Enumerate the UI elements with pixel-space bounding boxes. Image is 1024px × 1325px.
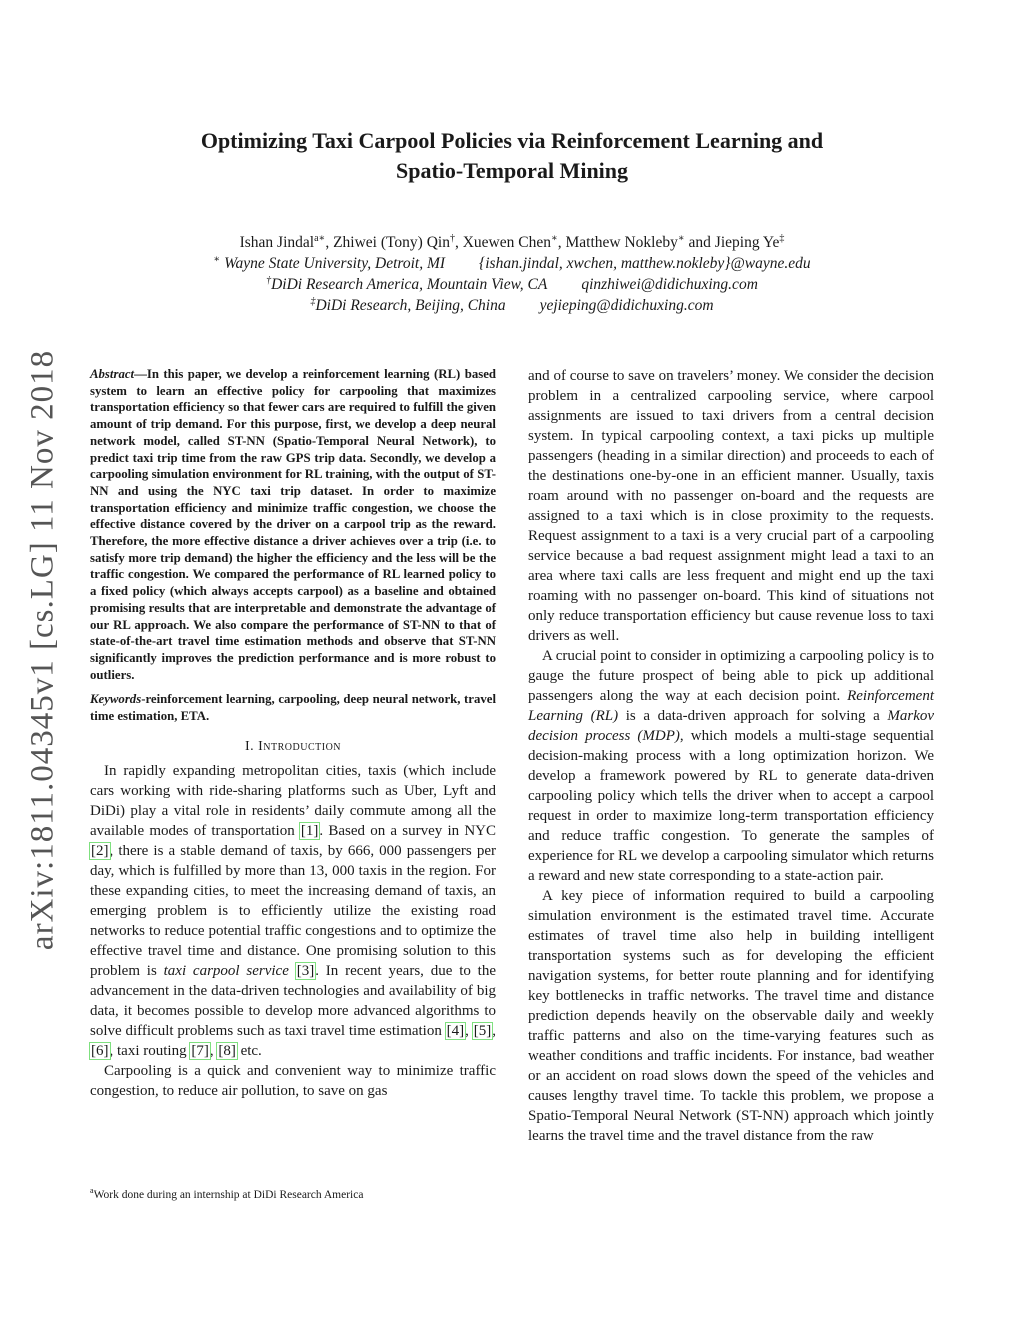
paper-title-line-2: Spatio-Temporal Mining	[395, 158, 629, 183]
abstract	[90, 366, 496, 683]
citation-link[interactable]: [4]	[446, 1022, 465, 1039]
footnote	[90, 1188, 496, 1202]
author-block	[120, 232, 904, 316]
citation-link[interactable]: [3]	[296, 962, 315, 979]
citation-link[interactable]: [2]	[91, 842, 109, 859]
citation-link[interactable]: [6]	[91, 1042, 109, 1059]
section-heading	[90, 737, 496, 757]
text-run	[289, 963, 296, 979]
affiliation-email: {ishan.jindal, xwchen, matthew.nokleby}@wayne.edu	[479, 255, 811, 272]
affiliation-email: qinzhiwei@didichuxing.com	[581, 276, 758, 293]
emphasis-run: taxi carpool service	[163, 962, 289, 979]
text-run: ,	[492, 1022, 496, 1039]
arxiv-identifier: arXiv:1811.04345v1 [cs.LG] 11 Nov 2018	[24, 349, 61, 951]
author-name: Ishan Jindal	[239, 234, 315, 251]
text-run: , taxi routing	[109, 1042, 191, 1059]
footnote-text: Work done during an internship at DiDi Research America	[93, 1189, 364, 1201]
keywords-lead: Keywords	[90, 692, 142, 707]
abstract-text: In this paper, we develop a reinforcement learning (RL) based system to learn an effective policy for carpooling that maximizes transportation efficiency so that fewer cars are required to fulfill the given amount of trip demand. For this purpose, first, we develop a deep neural network model, called ST-NN (Spatio-Temporal Neural Network), to predict taxi trip time from the raw GPS trip data. Secondly, we develop a carpooling simulation environment for RL training, with the output of ST-NN and using the NYC taxi trip dataset. In order to maximize transportation efficiency and minimize traffic congestion, we choose the effective distance covered by the driver on a carpool trip as the reward. Therefore, the more effective distance a driver achieves over a trip (i.e. to satisfy more trip demand) the higher the efficiency and the less will be the traffic congestion. We compared the performance of RL learned policy to a fixed policy (which always accepts carpool) as a baseline and obtained promising results that are interpretable and demonstrate the advantage of our RL approach. We also compare the performance of ST-NN to that of state-of-the-art travel time estimation methods and observe that ST-NN significantly improves the prediction performance and is more robust to outliers.	[90, 367, 496, 682]
author-mark: a∗	[314, 232, 326, 244]
author-names	[120, 232, 904, 253]
section-number: I.	[244, 738, 255, 754]
author-mark: ∗	[550, 232, 558, 244]
text-run: A key piece of information required to build a carpooling simulation environment is the estimated travel time. Accurate estimates of travel time also help in building intelligent transportation systems such as for developing the efficient navigation systems, for better route planning and for identifying key bottlenecks in traffic networks. The travel time and distance prediction depends heavily on the observable daily and weekly traffic patterns and also on the time-varying features such as weather conditions and traffic incidents. For instance, bad weather or an accident on road slows down the speed of the vehicles and causes lengthy travel time. To tackle this problem, we propose a Spatio-Temporal Neural Network (ST-NN) approach which jointly learns the travel time and the travel distance from the raw	[528, 888, 934, 1144]
author-mark: ∗	[677, 232, 685, 244]
text-run: A crucial point to consider in optimizing a carpooling policy is to gauge the future prospect of being able to pick up additional passengers along the way at each decision point.	[528, 648, 935, 704]
citation-link[interactable]: [5]	[473, 1022, 492, 1039]
citation-link[interactable]: [8]	[218, 1042, 236, 1059]
affiliation-mark: ∗	[213, 253, 221, 265]
text-run: and of course to save on travelers’ money. We consider the decision problem in a centralized carpooling service, where carpool assignments are issued to taxi drivers from a central decision system. In typical carpooling context, a taxi picks up multiple passengers (heading in a similar direction) and proceeds to each of the destinations one-by-one in an efficient manner. Usually, taxis roam around with no passenger on-board and the requests are assigned to a taxi which is in close proximity to the requests. Request assignment to a taxi is a very crucial part of a carpooling service because a bad request assignment might lead a taxi to an area where taxi calls are less frequent and might end up the taxi roaming with no passenger on-board. This kind of situations not only reduce transportation efficiency but cause revenue loss to taxi drivers as well.	[528, 368, 934, 644]
text-run: ,	[209, 1042, 218, 1059]
author-separator: ,	[557, 234, 566, 251]
footnote-mark: a	[90, 1186, 94, 1196]
author-name: Xuewen Chen	[462, 234, 551, 251]
affiliation-line	[120, 253, 904, 274]
intro-paragraph-1	[90, 761, 496, 1061]
keywords-text: -reinforcement learning, carpooling, deep neural network, travel time estimation, ETA.	[90, 692, 496, 724]
text-run: . Based on a survey in NYC	[319, 822, 496, 839]
citation-link[interactable]: [7]	[191, 1042, 209, 1059]
affiliation-line	[120, 274, 904, 295]
abstract-lead: Abstract	[90, 367, 135, 381]
right-paragraph-2	[528, 646, 934, 886]
paper-title-line-1: Optimizing Taxi Carpool Policies via Reinforcement Learning and	[200, 128, 824, 153]
affiliation-mark: †	[266, 274, 272, 286]
text-run: , which models a multi-stage sequential decision-making process with a long optimization horizon. We develop a framework powered by RL to generate data-driven carpooling policy which tells the driver when to accept a carpool request in order to maximize long-term transportation efficiency and reduce traffic congestion. To generate the samples of experience for RL we develop a carpooling simulator which returns a reward and new state corresponding to a state-action pair.	[528, 728, 934, 884]
right-paragraph-1	[528, 366, 934, 646]
right-paragraph-3	[528, 886, 934, 1146]
author-name: Matthew Nokleby	[565, 234, 678, 251]
paper-title	[150, 126, 874, 186]
text-run: Carpooling is a quick and convenient way to minimize traffic congestion, to reduce air pollution, to save on gas	[90, 1062, 496, 1099]
emphasis-run: Reinforcement Learning (RL)	[528, 688, 934, 724]
author-separator: ,	[454, 234, 463, 251]
text-run: In rapidly expanding metropolitan cities, taxis (which include cars working with ride-sharing platforms such as Uber, Lyft and DiDi) play a vital role in residents’ daily commute among all the available modes of transportation	[90, 762, 496, 839]
left-column	[90, 366, 496, 1101]
keywords	[90, 691, 496, 724]
text-run: ,	[465, 1022, 473, 1039]
author-name: Jieping Ye	[714, 234, 780, 251]
abstract-dash: —	[134, 367, 147, 381]
arxiv-sidebar-stamp	[18, 340, 68, 960]
author-and: and	[684, 234, 715, 251]
affiliation-place: Wayne State University, Detroit, MI	[224, 255, 446, 272]
author-mark: †	[449, 232, 455, 244]
right-column	[528, 366, 934, 1146]
text-run: etc.	[236, 1042, 262, 1059]
emphasis-run: Markov decision process (MDP)	[528, 708, 935, 744]
author-separator: ,	[325, 234, 334, 251]
affiliation-mark: ‡	[310, 295, 316, 307]
text-run: . In recent years, due to the advancement in the data-driven technologies and availability of big data, it becomes possible to develop more advanced algorithms to solve difficult problems such as taxi travel time estimation	[90, 962, 496, 1039]
author-name: Zhiwei (Tony) Qin	[333, 234, 450, 251]
affiliation-line	[120, 295, 904, 316]
citation-link[interactable]: [1]	[300, 822, 319, 839]
text-run: , there is a stable demand of taxis, by 666, 000 passengers per day, which is fulfilled by more than 13, 000 taxis in the region. For these expanding cities, to meet the increasing demand of taxis, an emerging problem is to efficiently utilize the existing road networks to reduce potential traffic congestions and to optimize the effective travel time and distance. One promising solution to this problem is	[90, 842, 496, 979]
text-run: is a data-driven approach for solving a	[618, 708, 888, 724]
author-mark: ‡	[779, 232, 785, 244]
affiliation-place: DiDi Research America, Mountain View, CA	[271, 276, 548, 293]
intro-paragraph-2	[90, 1061, 496, 1101]
affiliation-place: DiDi Research, Beijing, China	[315, 297, 506, 314]
affiliation-email: yejieping@didichuxing.com	[539, 297, 714, 314]
section-title: Introduction	[258, 738, 342, 754]
